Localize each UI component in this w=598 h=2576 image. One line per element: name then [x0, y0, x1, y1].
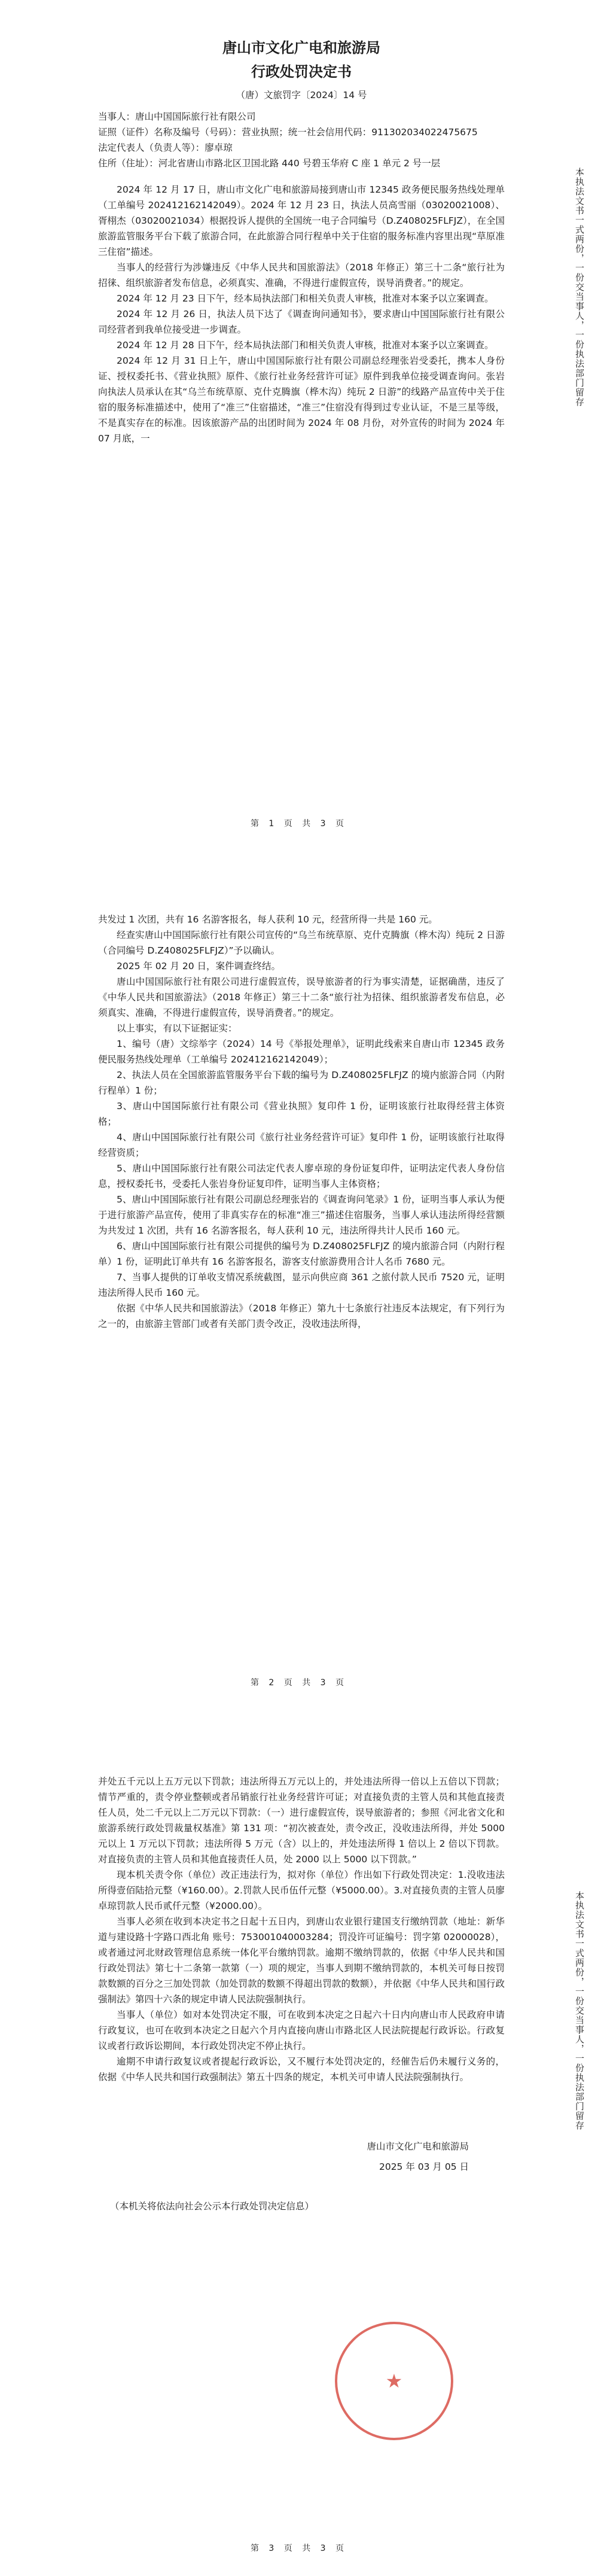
party-address: 住所（住址）：河北省唐山市路北区卫国北路 440 号碧玉华府 C 座 1 单元 2 号一层	[98, 158, 441, 169]
evidence-item: 6、唐山中国国际旅行社有限公司提供的编号为 D.Z408025FLFJZ 的境内旅游合同（内附行程单）1 份，证明此订单共有 16 名游客报名，游客支付旅游费用合计人名币 7680 元。	[98, 1241, 505, 1267]
evidence-item: 5、唐山中国国际旅行社有限公司副总经理张岩的《调查询问笔录》1 份，证明当事人承认为便于进行旅游产品宣传，使用了非真实存在的标准“准三”描述住宿服务，当事人承认违法所得经营额为共发过 1 次团，共有 16 名游客报名，每人获利 10 元，违法所得共计人民币 160 元。	[98, 1194, 505, 1236]
signing-date: 2025 年 03 月 05 日	[379, 2161, 469, 2172]
paragraph: 经查实唐山中国国际旅行社有限公司宣传的“乌兰布统草原、克什克腾旗（桦木沟）纯玩 2 日游（合同编号 D.Z408025FLFJZ）”予以确认。	[98, 930, 505, 956]
paragraph: 当事人必须在收到本决定书之日起十五日内，到唐山农业银行建国支行缴纳罚款（地址：新华道与建设路十字路口西北角 账号：753001040003284；罚没许可证编号：罚字第 02000028），或者通过河北财政管理信息系统一体化平台缴纳罚款。逾期不缴纳罚款的，依据《中华人民共和国行政处罚法》第七十二条第一款第（一）项的规定，当事人到期不缴纳罚款的，本机关可每日按罚款数额的百分之三加处罚款（加处罚款的数额不得超出罚款的数额），并依据《中华人民共和国行政强制法》第四十六条的规定申请人民法院强制执行。	[98, 1916, 505, 2005]
document-page-1	[0, 0, 598, 859]
side-note: 本执法文书一式两份，一份交当事人，一份执法部门留存	[574, 168, 585, 407]
evidence-item: 7、当事人提供的订单收支情况系统截图，显示向供应商 361 之旅付款人民币 7520 元，证明违法所得人民币 160 元。	[98, 1272, 505, 1298]
party-legal-representative: 法定代表人（负责人等）：廖卓琼	[98, 142, 233, 153]
party-license: 证照（证件）名称及编号（号码）：营业执照；统一社会信用代码：911302034022475675	[98, 127, 478, 138]
page-number: 第 2 页 共 3 页	[250, 1678, 348, 1688]
paragraph: 当事人（单位）如对本处罚决定不服，可在收到本决定之日起六十日内向唐山市人民政府申请行政复议，也可在收到本决定之日起六个月内直接向唐山市路北区人民法院提起行政诉讼。行政复议或者行政诉讼期间，本行政处罚决定不停止执行。	[98, 2009, 505, 2051]
signing-authority: 唐山市文化广电和旅游局	[367, 2141, 469, 2152]
issuing-authority-title: 唐山市文化广电和旅游局	[222, 39, 380, 56]
paragraph: 2024 年 12 月 23 日下午，经本局执法部门和相关负责人审核，批准对本案予以立案调查。	[117, 293, 494, 304]
page-2-body	[98, 912, 505, 1332]
evidence-item: 4、唐山中国国际旅行社有限公司《旅行社业务经营许可证》复印件 1 份，证明该旅行社取得经营资质；	[98, 1132, 505, 1158]
page-number: 第 1 页 共 3 页	[250, 819, 348, 829]
page-1-body	[98, 36, 505, 446]
evidence-item: 3、唐山中国国际旅行社有限公司《营业执照》复印件 1 份，证明该旅行社取得经营主体资格；	[98, 1101, 505, 1127]
document-number: （唐）文旅罚字〔2024〕14 号	[236, 90, 367, 101]
paragraph: 以上事实，有以下证据证实：	[117, 1023, 237, 1034]
side-note: 本执法文书一式两份，一份交当事人，一份执法部门留存	[574, 1891, 585, 2130]
paragraph: 2024 年 12 月 26 日，执法人员下达了《调查询问通知书》，要求唐山中国国际旅行社有限公司经营者到我单位接受进一步调查。	[98, 309, 505, 335]
paragraph: 共发过 1 次团，共有 16 名游客报名，每人获利 10 元，经营所得一共是 160 元。	[98, 914, 438, 925]
paragraph: 并处五千元以上五万元以下罚款；违法所得五万元以上的，并处违法所得一倍以上五倍以下罚款；情节严重的，责令停业整顿或者吊销旅行社业务经营许可证；对直接负责的主管人员和其他直接责任人员，处二千元以上二万元以下罚款：（一）进行虚假宣传，误导旅游者的；参照《河北省文化和旅游系统行政处罚裁量权基准》第 131 项：“初次被查处，责令改正，没收违法所得，并处 5000 元以上 1 万元以下罚款；违法所得 5 万元（含）以上的，并处违法所得 1 倍以上 2 倍以下罚款。对直接负责的主管人员和其他直接责任人员，处 2000 以上 5000 以下罚款。”	[98, 1776, 505, 1865]
paragraph: 2024 年 12 月 31 日上午，唐山中国国际旅行社有限公司副总经理张岩受委托，携本人身份证、授权委托书、《营业执照》原件、《旅行社业务经营许可证》原件到我单位接受调查询问。张岩向执法人员承认在其“乌兰布统草原、克什克腾旗（桦木沟）纯玩 2 日游”的线路产品宣传中关于住宿的服务标准描述中，使用了“准三”住宿描述，“准三”住宿没有得到过专业认证，不是三星等级，不是真实存在的标准。因该旅游产品的出团时间为 2024 年 08 月份，对外宣传的时间为 2024 年 07 月底，一	[98, 355, 505, 444]
public-notice: （本机关将依法向社会公示本行政处罚决定信息）	[110, 2201, 315, 2212]
party-name: 当事人：唐山中国国际旅行社有限公司	[98, 111, 256, 122]
document-page-2	[0, 859, 598, 1718]
paragraph: 2024 年 12 月 28 日下午，经本局执法部门和相关负责人审核，批准对本案予以立案调查。	[117, 340, 494, 351]
paragraph: 当事人的经营行为涉嫌违反《中华人民共和国旅游法》（2018 年修正）第三十二条“旅行社为招徕、组织旅游者发布信息，必须真实、准确，不得进行虚假宣传，误导消费者。”的规定。	[98, 262, 505, 288]
document-type-title: 行政处罚决定书	[251, 63, 352, 80]
evidence-item: 1、编号（唐）文综举字（2024）14 号《举报处理单》，证明此线索来自唐山市 12345 政务便民服务热线处理单（工单编号 202412162142049）；	[98, 1039, 505, 1065]
evidence-item: 2、执法人员在全国旅游监管服务平台下载的编号为 D.Z408025FLFJZ 的境内旅游合同（内附行程单）1 份；	[98, 1070, 505, 1096]
paragraph: 唐山中国国际旅行社有限公司进行虚假宣传，误导旅游者的行为事实清楚，证据确凿，违反了《中华人民共和国旅游法》（2018 年修正）第三十二条“旅行社为招徕、组织旅游者发布信息，必须真实、准确，不得进行虚假宣传，误导消费者。”的规定。	[98, 976, 505, 1018]
evidence-item: 5、唐山中国国际旅行社有限公司法定代表人廖卓琼的身份证复印件，证明法定代表人身份信息，授权委托书，受委托人张岩身份证复印件，证明当事人主体资格；	[98, 1163, 505, 1189]
paragraph: 依据《中华人民共和国旅游法》（2018 年修正）第九十七条旅行社违反本法规定，有下列行为之一的，由旅游主管部门或者有关部门责令改正，没收违法所得，	[98, 1303, 505, 1329]
paragraph: 现本机关责令你（单位）改正违法行为，拟对你（单位）作出如下行政处罚决定：1.没收违法所得壹佰陆拾元整（¥160.00）。2.罚款人民币伍仟元整（¥5000.00）。3.对直接负责的主管人员廖卓琼罚款人民币贰仟元整（¥2000.00）。	[98, 1869, 505, 1911]
page-3-body	[98, 1774, 505, 2214]
document-page-3	[0, 1718, 598, 2576]
paragraph: 逾期不申请行政复议或者提起行政诉讼，又不履行本处罚决定的，经催告后仍未履行义务的，依据《中华人民共和国行政强制法》第五十四条的规定，本机关可申请人民法院强制执行。	[98, 2056, 505, 2082]
seal-star-icon: ★	[385, 2370, 403, 2392]
paragraph: 2024 年 12 月 17 日，唐山市文化广电和旅游局接到唐山市 12345 政务便民服务热线处理单（工单编号 202412162142049）。2024 年 12 月 23 日，执法人员高雪丽（03020021008）、胥栩杰（03020021034）根据投诉人提供的全国统一电子合同编号（D.Z408025FLFJZ），在全国旅游监管服务平台下载了旅游合同，在此旅游合同行程单中关于住宿的服务标准内容里出现“草原准三住宿”描述。	[98, 184, 505, 257]
official-seal	[335, 2322, 453, 2440]
paragraph: 2025 年 02 月 20 日，案件调查终结。	[117, 961, 281, 972]
page-number: 第 3 页 共 3 页	[250, 2544, 348, 2553]
